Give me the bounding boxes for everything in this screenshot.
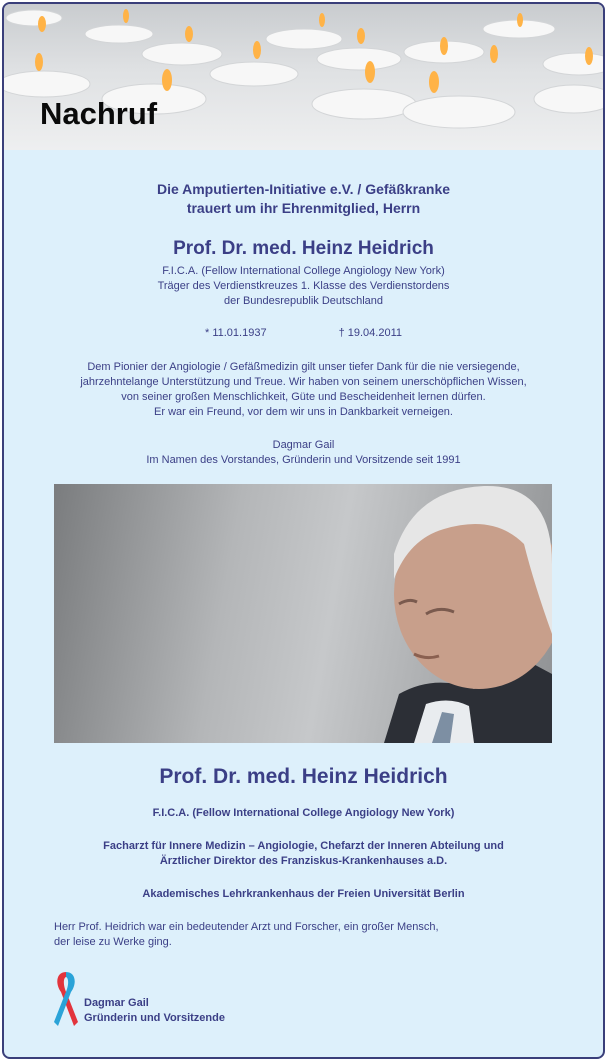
profile-name: Prof. Dr. med. Heinz Heidrich — [159, 765, 448, 788]
footer-signature — [4, 968, 603, 1032]
tribute-line-3: von seiner großen Menschlichkeit, Güte und Bescheidenheit lernen dürfen. — [121, 391, 486, 403]
teaching-hospital: Akademisches Lehrkrankenhaus der Freien Universität Berlin — [142, 888, 465, 900]
tribute-line-2: jahrzehntelange Unterstützung und Treue. Wir haben von seinem unerschöpflichen Wissen, — [80, 376, 527, 388]
footer-role: Gründerin und Vorsitzende — [84, 1012, 225, 1024]
footer-signature-text — [84, 996, 225, 1026]
tribute-line-4: Er war ein Freund, vor dem wir uns in Dankbarkeit verneigen. — [154, 406, 453, 418]
page-title: Nachruf — [40, 96, 158, 131]
birth-date: * 11.01.1937 — [205, 327, 267, 339]
portrait-illustration — [54, 484, 552, 743]
closing-text — [4, 920, 603, 950]
position-line-2: Ärztlicher Direktor des Franziskus-Krankenhauses a.D. — [159, 855, 448, 867]
obituary-card — [2, 2, 605, 1059]
life-dates — [4, 326, 603, 341]
awareness-ribbon-icon — [52, 968, 80, 1030]
deceased-name: Prof. Dr. med. Heinz Heidrich — [173, 238, 434, 259]
award-line-1: Träger des Verdienstkreuzes 1. Klasse des Verdienstordens — [157, 280, 450, 292]
signature-block — [4, 438, 603, 468]
fica-line: F.I.C.A. (Fellow International College Angiology New York) — [162, 265, 445, 277]
tribute-text — [4, 360, 603, 420]
signature-role: Im Namen des Vorstandes, Gründerin und Vorsitzende seit 1991 — [146, 454, 461, 466]
position-line-1: Facharzt für Innere Medizin – Angiologie, Chefarzt der Inneren Abteilung und — [103, 840, 504, 852]
profile-fica: F.I.C.A. (Fellow International College Angiology New York) — [152, 807, 455, 819]
tribute-line-1: Dem Pionier der Angiologie / Gefäßmedizin gilt unser tiefer Dank für die nie versiegende, — [87, 361, 520, 373]
org-line-1: Die Amputierten-Initiative e.V. / Gefäßkranke — [156, 181, 451, 197]
org-line-2: trauert um ihr Ehrenmitglied, Herrn — [186, 200, 421, 216]
obituary-content — [4, 180, 603, 902]
footer-name: Dagmar Gail — [84, 997, 149, 1009]
signature-name: Dagmar Gail — [272, 439, 335, 451]
organization-announcement — [4, 180, 603, 218]
award-line-2: der Bundesrepublik Deutschland — [224, 295, 383, 307]
qualifications — [4, 264, 603, 309]
death-date: † 19.04.2011 — [338, 327, 402, 339]
profile-position — [4, 839, 603, 869]
closing-line-1: Herr Prof. Heidrich war ein bedeutender Arzt und Forscher, ein großer Mensch, — [54, 921, 439, 933]
closing-line-2: der leise zu Werke ging. — [54, 936, 172, 948]
candles-banner — [4, 4, 603, 150]
portrait-photo — [54, 484, 552, 743]
